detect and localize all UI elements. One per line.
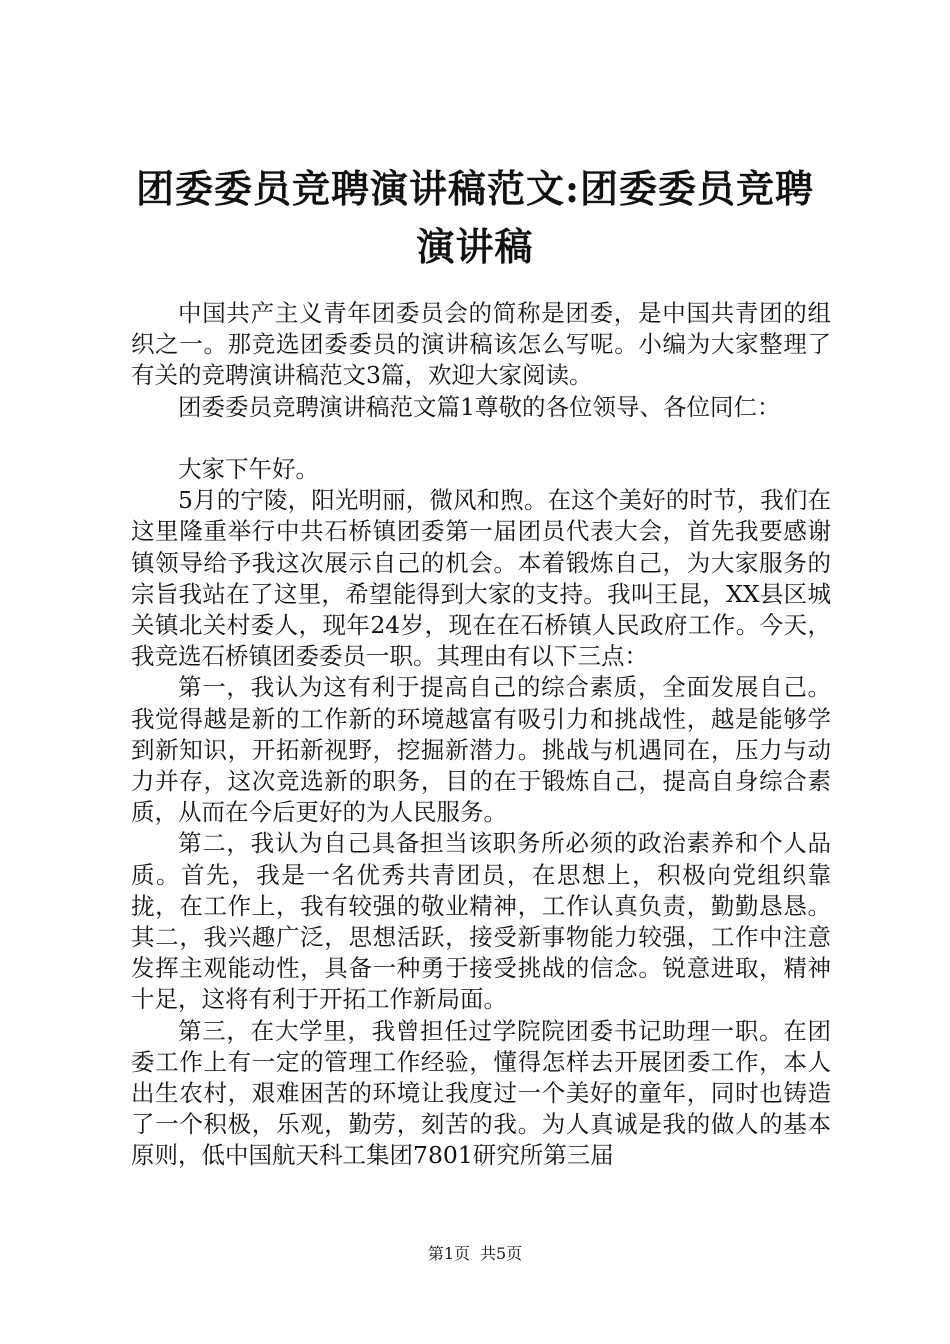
paragraph-heading: 团委委员竞聘演讲稿范文篇1尊敬的各位领导、各位同仁： [178,392,781,421]
paragraph-greeting: 大家下午好。 [178,455,319,483]
paragraph-reason-1: 第一，我认为这有利于提高自己的综合素质，全面发展自己。我觉得越是新的工作新的环境越富有吸引力和挑战性，越是能够学到新知识，开拓新视野，挖掘新潜力。挑战与机遇同在，压力与动力并存，这次竞选新的职务，目的在于锻炼自己，提高自身综合素质，从而在今后更好的为人民服务。 [131,673,831,827]
document-body [131,298,831,1172]
paragraph-intro: 中国共产主义青年团委员会的简称是团委，是中国共青团的组织之一。那竞选团委委员的演讲稿该怎么写呢。小编为大家整理了有关的竞聘演讲稿范文3篇，欢迎大家阅读。 [131,299,831,390]
document-title: 团委委员竞聘演讲稿范文:团委委员竞聘演讲稿 [135,166,815,269]
page-total: 共5页 [480,1244,523,1263]
paragraph-reason-3: 第三，在大学里，我曾担任过学院院团委书记助理一职。在团委工作上有一定的管理工作经验，懂得怎样去开展团委工作，本人出生农村，艰难困苦的环境让我度过一个美好的童年，同时也铸造了一个积极，乐观，勤劳，刻苦的我。为人真诚是我的做人的基本原则，低中国航天科工集团7801研究所第三届 [131,1016,831,1170]
page-number: 第1页 [427,1244,470,1263]
paragraph-reason-2: 第二，我认为自己具备担当该职务所必须的政治素养和个人品质。首先，我是一名优秀共青团员，在思想上，积极向党组织靠拢，在工作上，我有较强的敬业精神，工作认真负责，勤勤恳恳。其二，我兴趣广泛，思想活跃，接受新事物能力较强，工作中注意发挥主观能动性，具备一种勇于接受挑战的信念。锐意进取，精神十足，这将有利于开拓工作新局面。 [131,829,831,1014]
paragraph-opening: 5月的宁陵，阳光明丽，微风和煦。在这个美好的时节，我们在这里隆重举行中共石桥镇团委第一届团员代表大会，首先我要感谢镇领导给予我这次展示自己的机会。本着锻炼自己，为大家服务的宗旨我站在了这里，希望能得到大家的支持。我叫王昆，XX县区城关镇北关村委人，现年24岁，现在在石桥镇人民政府工作。今天，我竞选石桥镇团委委员一职。其理由有以下三点： [131,486,831,671]
page-footer [0,1244,950,1264]
